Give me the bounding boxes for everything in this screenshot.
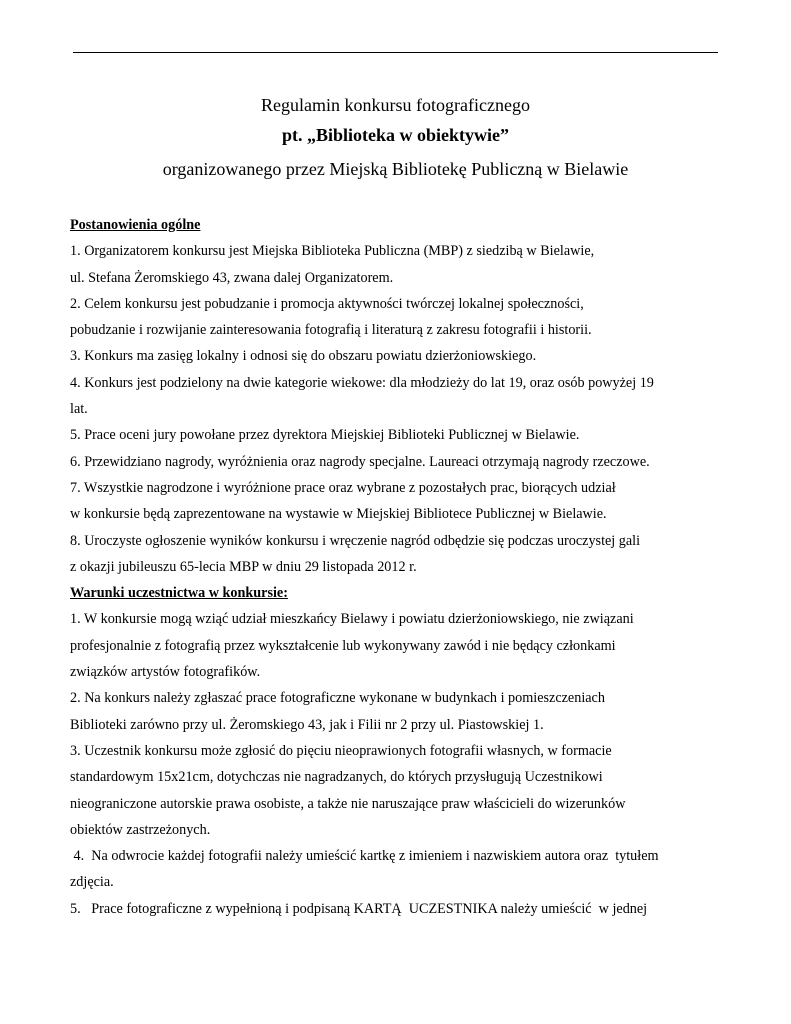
text-line: pobudzanie i rozwijanie zainteresowania fotografią i literaturą z zakresu fotografii i historii. xyxy=(70,322,592,339)
text-line: 2. Na konkurs należy zgłaszać prace fotograficzne wykonane w budynkach i pomieszczeniach xyxy=(70,690,605,707)
text-line: 3. Uczestnik konkursu może zgłosić do pięciu nieoprawionych fotografii własnych, w formacie xyxy=(70,742,612,759)
organizer-line: organizowanego przez Miejską Bibliotekę Publiczną w Bielawie xyxy=(162,159,629,179)
text-line: 6. Przewidziano nagrody, wyróżnienia oraz nagrody specjalne. Laureaci otrzymają nagrody rzeczowe. xyxy=(70,453,650,470)
document-title: Regulamin konkursu fotograficznego xyxy=(261,95,530,115)
text-line: z okazji jubileuszu 65-lecia MBP w dniu 29 listopada 2012 r. xyxy=(70,558,417,575)
text-line: 2. Celem konkursu jest pobudzanie i promocja aktywności twórczej lokalnej społeczności, xyxy=(70,295,584,312)
text-line: nieograniczone autorskie prawa osobiste, a także nie naruszające praw właścicieli do wizerunków xyxy=(70,795,626,812)
text-line: 1. Organizatorem konkursu jest Miejska Biblioteka Publiczna (MBP) z siedzibą w Bielawie, xyxy=(70,243,595,260)
text-line: standardowym 15x21cm, dotychczas nie nagradzanych, do których przysługują Uczestnikowi xyxy=(70,769,603,786)
document-body xyxy=(70,212,730,922)
contest-name: pt. „Biblioteka w obiektywie” xyxy=(281,125,509,145)
text-line: Biblioteki zarówno przy ul. Żeromskiego 43, jak i Filii nr 2 przy ul. Piastowskiej 1. xyxy=(70,716,544,733)
text-line: zdjęcia. xyxy=(70,874,114,891)
header-rule xyxy=(73,52,718,53)
text-line: 5. Prace fotograficzne z wypełnioną i podpisaną KARTĄ UCZESTNIKA należy umieścić w jednej xyxy=(70,900,648,917)
text-line: 4. Na odwrocie każdej fotografii należy umieścić kartkę z imieniem i nazwiskiem autora oraz tytułem xyxy=(70,848,659,865)
text-line: 8. Uroczyste ogłoszenie wyników konkursu i wręczenie nagród odbędzie się podczas uroczystej gali xyxy=(70,532,641,549)
text-line: w konkursie będą zaprezentowane na wystawie w Miejskiej Bibliotece Publicznej w Bielawie. xyxy=(70,506,607,523)
text-line: 3. Konkurs ma zasięg lokalny i odnosi się do obszaru powiatu dzierżoniowskiego. xyxy=(70,348,537,365)
section-heading-participation: Warunki uczestnictwa w konkursie: xyxy=(70,585,288,602)
text-line: ul. Stefana Żeromskiego 43, zwana dalej Organizatorem. xyxy=(70,269,394,286)
section-heading-general: Postanowienia ogólne xyxy=(70,217,201,233)
text-line: 1. W konkursie mogą wziąć udział mieszkańcy Bielawy i powiatu dzierżoniowskiego, nie związani xyxy=(70,611,634,628)
text-line: 5. Prace oceni jury powołane przez dyrektora Miejskiej Biblioteki Publicznej w Bielawie. xyxy=(70,427,580,444)
text-line: związków artystów fotografików. xyxy=(70,664,261,681)
text-line: 7. Wszystkie nagrodzone i wyróżnione prace oraz wybrane z pozostałych prac, biorących udział xyxy=(70,479,616,496)
text-line: profesjonalnie z fotografią przez wykształcenie lub wykonywany zawód i nie będący członkami xyxy=(70,637,616,654)
text-line: obiektów zastrzeżonych. xyxy=(70,821,211,838)
text-line: 4. Konkurs jest podzielony na dwie kategorie wiekowe: dla młodzieży do lat 19, oraz osób powyżej 19 xyxy=(70,374,654,391)
text-line: lat. xyxy=(70,401,88,418)
